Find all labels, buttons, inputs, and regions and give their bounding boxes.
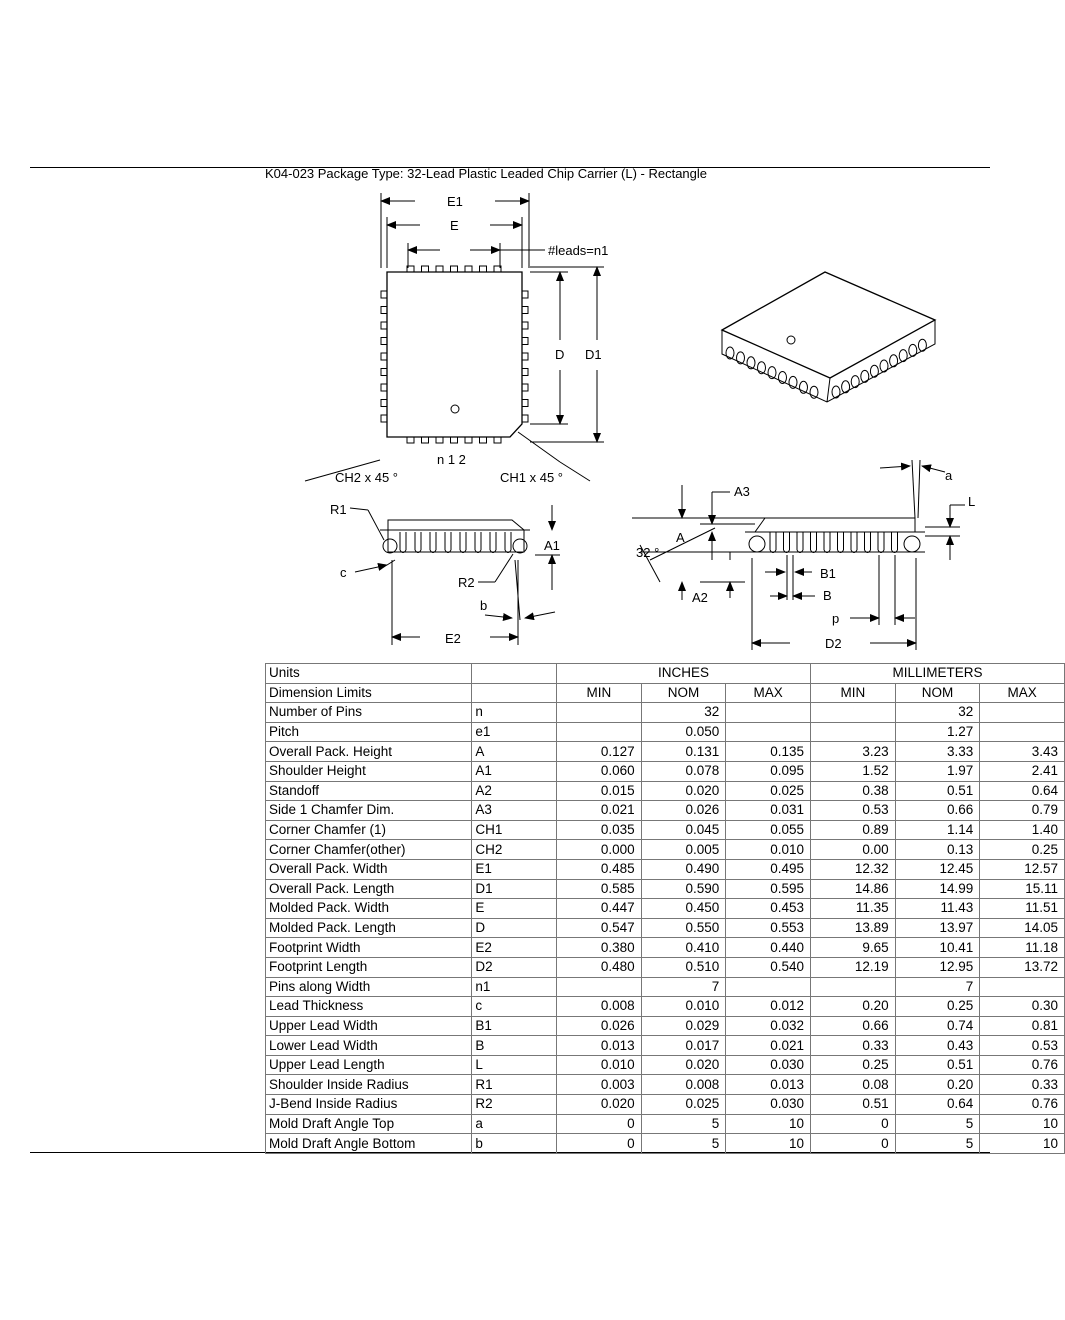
- dimension-value: 0.13: [895, 840, 980, 860]
- label-D1: D1: [585, 347, 602, 362]
- dimension-symbol: A1: [472, 761, 557, 781]
- isometric-view: [722, 272, 935, 402]
- dimension-value: 0.25: [980, 840, 1065, 860]
- dimension-value: 0.64: [980, 781, 1065, 801]
- dimension-value: 14.86: [811, 879, 896, 899]
- label-b: b: [480, 598, 488, 613]
- dimension-value: 0.547: [557, 918, 642, 938]
- label-n12: n 1 2: [437, 452, 466, 467]
- table-row: [266, 997, 1065, 1017]
- table-row: [266, 742, 1065, 762]
- dimension-name: Molded Pack. Length: [266, 918, 472, 938]
- table-row: [266, 977, 1065, 997]
- dimension-value: 10: [980, 1134, 1065, 1154]
- dimension-value: 0.055: [726, 820, 811, 840]
- dimension-value: 0.81: [980, 1016, 1065, 1036]
- label-a: a: [945, 468, 953, 483]
- dimension-value: [980, 703, 1065, 723]
- dimension-value: 0.030: [726, 1055, 811, 1075]
- dimension-value: 0.585: [557, 879, 642, 899]
- dimension-name: Overall Pack. Height: [266, 742, 472, 762]
- dimension-value: 0.029: [641, 1016, 726, 1036]
- table-row: [266, 1114, 1065, 1134]
- dimension-value: 0.595: [726, 879, 811, 899]
- dimension-symbol: L: [472, 1055, 557, 1075]
- dimension-symbol: B1: [472, 1016, 557, 1036]
- dimension-value: 0.013: [726, 1075, 811, 1095]
- dimension-value: 10: [980, 1114, 1065, 1134]
- dimension-value: 14.99: [895, 879, 980, 899]
- dimension-value: 0.53: [980, 1036, 1065, 1056]
- header-col: MAX: [726, 683, 811, 703]
- dimension-symbol: D: [472, 918, 557, 938]
- dimension-value: 0.25: [895, 997, 980, 1017]
- dimension-value: 0.590: [641, 879, 726, 899]
- dimension-value: 0.20: [895, 1075, 980, 1095]
- dimension-value: [557, 703, 642, 723]
- dimension-value: 0.43: [895, 1036, 980, 1056]
- dimension-value: 1.52: [811, 761, 896, 781]
- label-angle32: 32 °: [636, 545, 660, 560]
- dimension-name: Standoff: [266, 781, 472, 801]
- header-inches: INCHES: [557, 664, 811, 684]
- header-col: MIN: [557, 683, 642, 703]
- dimension-value: 15.11: [980, 879, 1065, 899]
- dimension-value: 0.131: [641, 742, 726, 762]
- dimension-symbol: CH1: [472, 820, 557, 840]
- dimension-value: 0.00: [811, 840, 896, 860]
- dimension-value: 0.76: [980, 1055, 1065, 1075]
- dimension-value: 0.020: [557, 1095, 642, 1115]
- dimension-value: 0.010: [726, 840, 811, 860]
- dimension-value: 0.510: [641, 957, 726, 977]
- label-A3: A3: [734, 484, 750, 499]
- dimension-name: Corner Chamfer(other): [266, 840, 472, 860]
- dimension-symbol: CH2: [472, 840, 557, 860]
- label-leads: #leads=n1: [548, 243, 609, 258]
- dimension-symbol: n: [472, 703, 557, 723]
- dimension-value: 0.050: [641, 722, 726, 742]
- dimension-value: 0.025: [641, 1095, 726, 1115]
- dimension-value: 0.89: [811, 820, 896, 840]
- table-row: [266, 703, 1065, 723]
- dimension-symbol: n1: [472, 977, 557, 997]
- dimension-value: 0.045: [641, 820, 726, 840]
- dimension-value: 11.51: [980, 899, 1065, 919]
- table-row: [266, 1075, 1065, 1095]
- header-col: MIN: [811, 683, 896, 703]
- dimension-value: 0.30: [980, 997, 1065, 1017]
- dimension-name: Corner Chamfer (1): [266, 820, 472, 840]
- dimension-value: 9.65: [811, 938, 896, 958]
- dimension-value: 0.026: [641, 801, 726, 821]
- dimension-name: Lead Thickness: [266, 997, 472, 1017]
- dimension-value: 0.51: [895, 1055, 980, 1075]
- dimension-value: 3.33: [895, 742, 980, 762]
- table-row: [266, 957, 1065, 977]
- table-row: [266, 938, 1065, 958]
- table-row: [266, 1036, 1065, 1056]
- dimension-symbol: D2: [472, 957, 557, 977]
- dimension-value: 0.010: [557, 1055, 642, 1075]
- dimension-value: 0.031: [726, 801, 811, 821]
- table-row: [266, 761, 1065, 781]
- dimension-value: 11.35: [811, 899, 896, 919]
- table-row: [266, 781, 1065, 801]
- dimension-value: [980, 722, 1065, 742]
- dimension-value: 0.013: [557, 1036, 642, 1056]
- dimension-value: 0.74: [895, 1016, 980, 1036]
- dimension-value: 0.025: [726, 781, 811, 801]
- dimension-value: 0.010: [641, 997, 726, 1017]
- header-units: Units: [266, 664, 472, 684]
- table-row: [266, 820, 1065, 840]
- dimension-value: 0.095: [726, 761, 811, 781]
- dimension-value: 0.66: [811, 1016, 896, 1036]
- label-L: L: [968, 494, 976, 509]
- dimension-symbol: e1: [472, 722, 557, 742]
- dimension-value: [557, 977, 642, 997]
- dimension-symbol: A3: [472, 801, 557, 821]
- dimension-value: 0.000: [557, 840, 642, 860]
- label-p: p: [832, 611, 840, 626]
- dimension-value: 12.45: [895, 859, 980, 879]
- dimension-value: 0.453: [726, 899, 811, 919]
- header-millimeters: MILLIMETERS: [811, 664, 1065, 684]
- dimension-value: 0.540: [726, 957, 811, 977]
- dimension-value: 0.447: [557, 899, 642, 919]
- dimension-value: 10: [726, 1134, 811, 1154]
- dimension-value: 0.440: [726, 938, 811, 958]
- dimension-value: 0.021: [557, 801, 642, 821]
- dimension-value: 0.25: [811, 1055, 896, 1075]
- dimension-name: Shoulder Inside Radius: [266, 1075, 472, 1095]
- label-D: D: [555, 347, 565, 362]
- dimension-value: 3.23: [811, 742, 896, 762]
- dimension-value: 13.89: [811, 918, 896, 938]
- dimension-value: 14.05: [980, 918, 1065, 938]
- header-dimension-limits: Dimension Limits: [266, 683, 472, 703]
- label-c: c: [340, 565, 347, 580]
- dimension-value: 0.53: [811, 801, 896, 821]
- table-row: [266, 879, 1065, 899]
- dimension-value: 0.64: [895, 1095, 980, 1115]
- dimension-value: [811, 722, 896, 742]
- dimension-value: 5: [895, 1134, 980, 1154]
- label-R2: R2: [458, 575, 475, 590]
- dimension-name: Number of Pins: [266, 703, 472, 723]
- dimension-name: Upper Lead Length: [266, 1055, 472, 1075]
- dimension-value: 0.490: [641, 859, 726, 879]
- dimension-value: 0.51: [895, 781, 980, 801]
- dimension-value: [726, 722, 811, 742]
- dimension-name: Overall Pack. Width: [266, 859, 472, 879]
- dimension-table-container: [265, 663, 1058, 1153]
- dimension-value: 1.97: [895, 761, 980, 781]
- dimension-value: 1.14: [895, 820, 980, 840]
- table-row: [266, 1016, 1065, 1036]
- dimension-value: 0.030: [726, 1095, 811, 1115]
- dimension-value: 0.060: [557, 761, 642, 781]
- label-B: B: [823, 588, 832, 603]
- dimension-symbol: R1: [472, 1075, 557, 1095]
- dimension-value: 0.127: [557, 742, 642, 762]
- dimension-value: 0.79: [980, 801, 1065, 821]
- label-D2: D2: [825, 636, 842, 651]
- dimension-value: 0.485: [557, 859, 642, 879]
- dimension-value: 0.553: [726, 918, 811, 938]
- dimension-value: 11.43: [895, 899, 980, 919]
- dimension-name: Shoulder Height: [266, 761, 472, 781]
- dimension-value: 0.026: [557, 1016, 642, 1036]
- top-view: [305, 193, 604, 481]
- dimension-value: 0.480: [557, 957, 642, 977]
- dimension-symbol: B: [472, 1036, 557, 1056]
- dimension-name: Footprint Width: [266, 938, 472, 958]
- dimension-symbol: E: [472, 899, 557, 919]
- dimension-value: 12.95: [895, 957, 980, 977]
- label-CH2: CH2 x 45 °: [335, 470, 399, 485]
- dimension-value: 0.380: [557, 938, 642, 958]
- dimension-table: [265, 663, 1065, 1154]
- header-col: MAX: [980, 683, 1065, 703]
- dimension-value: 0.08: [811, 1075, 896, 1095]
- dimension-value: 0.012: [726, 997, 811, 1017]
- table-header-limits: [266, 683, 1065, 703]
- dimension-value: 0.66: [895, 801, 980, 821]
- dimension-value: 0.410: [641, 938, 726, 958]
- dimension-value: 0.078: [641, 761, 726, 781]
- dimension-value: 0: [557, 1134, 642, 1154]
- dimension-value: [811, 977, 896, 997]
- dimension-symbol: a: [472, 1114, 557, 1134]
- label-A: A: [676, 530, 685, 545]
- dimension-value: 11.18: [980, 938, 1065, 958]
- dimension-value: [811, 703, 896, 723]
- table-row: [266, 1134, 1065, 1154]
- dimension-value: 0.33: [811, 1036, 896, 1056]
- table-row: [266, 1055, 1065, 1075]
- dimension-name: Pitch: [266, 722, 472, 742]
- dimension-name: Pins along Width: [266, 977, 472, 997]
- dimension-value: 0: [557, 1114, 642, 1134]
- dimension-symbol: b: [472, 1134, 557, 1154]
- dimension-value: 3.43: [980, 742, 1065, 762]
- table-row: [266, 840, 1065, 860]
- table-row: [266, 899, 1065, 919]
- dimension-symbol: E1: [472, 859, 557, 879]
- label-CH1: CH1 x 45 °: [500, 470, 564, 485]
- dimension-value: 0.76: [980, 1095, 1065, 1115]
- dimension-symbol: A2: [472, 781, 557, 801]
- dimension-value: 7: [895, 977, 980, 997]
- dimension-value: 0.035: [557, 820, 642, 840]
- dimension-value: 0.008: [641, 1075, 726, 1095]
- dimension-value: 0: [811, 1134, 896, 1154]
- dimension-value: 12.19: [811, 957, 896, 977]
- dimension-name: Mold Draft Angle Bottom: [266, 1134, 472, 1154]
- dimension-value: 5: [895, 1114, 980, 1134]
- table-header-units: [266, 664, 1065, 684]
- dimension-value: 1.40: [980, 820, 1065, 840]
- dimension-name: J-Bend Inside Radius: [266, 1095, 472, 1115]
- dimension-name: Upper Lead Width: [266, 1016, 472, 1036]
- dimension-value: 32: [641, 703, 726, 723]
- dimension-symbol: A: [472, 742, 557, 762]
- side-view-right-labels: [636, 468, 975, 651]
- dimension-value: 10.41: [895, 938, 980, 958]
- table-row: [266, 1095, 1065, 1115]
- dimension-value: 7: [641, 977, 726, 997]
- dimension-symbol: D1: [472, 879, 557, 899]
- label-A1: A1: [544, 538, 560, 553]
- label-E1: E1: [447, 194, 463, 209]
- dimension-value: 0.020: [641, 781, 726, 801]
- label-A2: A2: [692, 590, 708, 605]
- dimension-value: 0.032: [726, 1016, 811, 1036]
- table-row: [266, 859, 1065, 879]
- header-col: NOM: [641, 683, 726, 703]
- label-E2: E2: [445, 631, 461, 646]
- side-view-left: [350, 505, 560, 645]
- dimension-value: 0.015: [557, 781, 642, 801]
- dimension-value: 10: [726, 1114, 811, 1134]
- dimension-name: Side 1 Chamfer Dim.: [266, 801, 472, 821]
- dimension-value: 13.97: [895, 918, 980, 938]
- dimension-value: [726, 977, 811, 997]
- dimension-value: 0.005: [641, 840, 726, 860]
- label-B1: B1: [820, 566, 836, 581]
- table-row: [266, 801, 1065, 821]
- package-title: K04-023 Package Type: 32-Lead Plastic Leaded Chip Carrier (L) - Rectangle: [265, 166, 708, 181]
- dimension-value: 13.72: [980, 957, 1065, 977]
- dimension-name: Lower Lead Width: [266, 1036, 472, 1056]
- dimension-value: 0.20: [811, 997, 896, 1017]
- dimension-name: Molded Pack. Width: [266, 899, 472, 919]
- dimension-value: 0.33: [980, 1075, 1065, 1095]
- dimension-name: Footprint Length: [266, 957, 472, 977]
- table-row: [266, 918, 1065, 938]
- header-col: NOM: [895, 683, 980, 703]
- dimension-value: 0.003: [557, 1075, 642, 1095]
- dimension-value: 0: [811, 1114, 896, 1134]
- dimension-value: 0.51: [811, 1095, 896, 1115]
- dimension-value: 1.27: [895, 722, 980, 742]
- dimension-value: 2.41: [980, 761, 1065, 781]
- dimension-value: 0.495: [726, 859, 811, 879]
- dimension-value: 0.021: [726, 1036, 811, 1056]
- dimension-value: 12.32: [811, 859, 896, 879]
- dimension-symbol: R2: [472, 1095, 557, 1115]
- dimension-value: 0.135: [726, 742, 811, 762]
- dimension-symbol: c: [472, 997, 557, 1017]
- dimension-symbol: E2: [472, 938, 557, 958]
- dimension-value: [557, 722, 642, 742]
- dimension-value: [726, 703, 811, 723]
- side-view-left-labels: [330, 502, 560, 646]
- dimension-value: 0.008: [557, 997, 642, 1017]
- dimension-value: 5: [641, 1134, 726, 1154]
- dimension-value: [980, 977, 1065, 997]
- label-E: E: [450, 218, 459, 233]
- side-view-right: [632, 460, 965, 650]
- dimension-name: Mold Draft Angle Top: [266, 1114, 472, 1134]
- dimension-value: 0.38: [811, 781, 896, 801]
- table-row: [266, 722, 1065, 742]
- dimension-value: 0.020: [641, 1055, 726, 1075]
- dimension-value: 0.550: [641, 918, 726, 938]
- dimension-value: 12.57: [980, 859, 1065, 879]
- dimension-value: 0.450: [641, 899, 726, 919]
- label-R1: R1: [330, 502, 347, 517]
- dimension-value: 32: [895, 703, 980, 723]
- dimension-value: 5: [641, 1114, 726, 1134]
- dimension-value: 0.017: [641, 1036, 726, 1056]
- dimension-name: Overall Pack. Length: [266, 879, 472, 899]
